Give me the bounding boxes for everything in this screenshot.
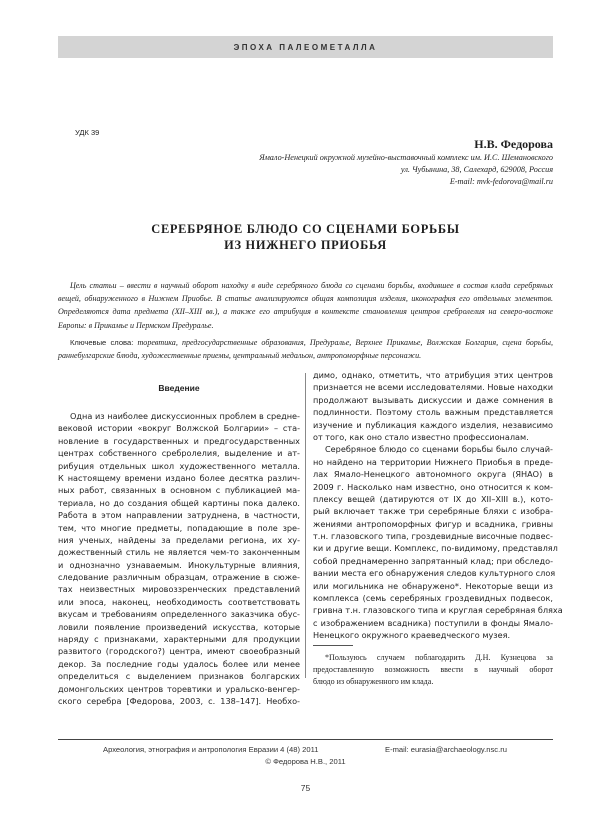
text-line: или могильника не обнаружено*. Некоторые вещи из (313, 580, 553, 591)
keywords (58, 336, 553, 362)
copyright: © Федорова Н.В., 2011 (265, 757, 346, 766)
author-email: E-mail: mvk-fedorova@mail.ru (449, 177, 553, 186)
footnote-line: блюдо из обнаруженного им клада. (313, 677, 434, 686)
left-column (58, 410, 300, 707)
text-line: тах неизвестных мировоззренческих представлений (58, 584, 300, 595)
text-line: Серебряное блюдо со сценами борьбы было случай- (325, 444, 553, 455)
text-line: продолжают вызывать дискуссии и даже сомнения в (313, 394, 553, 405)
footnote-line: *Пользуюсь случаем поблагодарить Д.Н. Кузнецова за (325, 653, 553, 662)
author-address: ул. Чубынина, 38, Салехард, 629008, Россия (400, 165, 553, 174)
keywords-text: торевтика, предгосударственные образования, Предуралье, Верхнее Прикамье, Волжская Болгария, сцена борьбы, раннебулгарские блюда, художественные приемы, центральный медальон, антропоморфные персонажи. (58, 338, 553, 360)
text-line: и однозначно узнаваемым. Инокультурные влияния, (58, 559, 300, 570)
text-line: вании места его обнаружения следов культурного слоя (313, 568, 556, 579)
abstract (58, 279, 553, 332)
text-line: рый включает также три серебряные бляхи с изобра- (313, 506, 553, 517)
text-line: тем, что многие предметы, попадающие в поле зре- (58, 522, 300, 533)
text-line: наряду с признаками, характерными для продукции (58, 634, 300, 645)
text-line: жениями антропоморфных фигур и всадника, гривны (313, 518, 553, 529)
text-line: ского серебра [Федорова, 2003, с. 138–147]. Необхо- (58, 695, 300, 706)
text-line: рибуция отдельных школ художественного металла. (58, 460, 300, 471)
journal-citation: Археология, этнография и антропология Евразии 4 (48) 2011 (103, 745, 319, 754)
text-line: димо, однако, отметить, что атрибуция этих центров (313, 370, 553, 380)
text-line: гривна т.н. глазовского типа и круглая серебряная бляха (313, 605, 563, 616)
text-line: ния ученых, найдены за пределами региона, их ху- (58, 534, 300, 545)
text-line: или эпоса, наконец, необходимость соответствовать (58, 596, 300, 607)
keywords-label: Ключевые слова: (70, 338, 134, 347)
text-line: ных работ, связанных в основном с публикацией ма- (58, 485, 300, 496)
article-title-line: ИЗ НИЖНЕГО ПРИОБЬЯ (224, 238, 387, 252)
section-title: ЭПОХА ПАЛЕОМЕТАЛЛА (233, 42, 378, 52)
text-line: ловили появление произведений искусства, которые (58, 621, 300, 632)
text-line: изучение и публикация каждого изделия, независимо (313, 419, 553, 430)
text-line: новление в государственных и предгосударственных (58, 435, 300, 446)
section-header-band (58, 36, 553, 58)
text-line: 2009 г. Насколько нам известно, оно относится к ком- (313, 481, 553, 492)
right-column (313, 369, 563, 642)
text-line: но найдено на территории Нижнего Приобья в преде- (313, 456, 553, 467)
text-line: развитого (городского?) центра, имеют своеобразный (58, 646, 300, 657)
text-line: от того, как оно стало известно профессионалам. (313, 431, 529, 442)
text-line: Ненецкого окружного краеведческого музея. (313, 630, 511, 641)
author-name: Н.В. Федорова (474, 137, 553, 151)
author-affiliation: Ямало-Ненецкий окружной музейно-выставочный комплекс им. И.С. Шемановского (259, 153, 553, 162)
journal-email: E-mail: eurasia@archaeology.nsc.ru (385, 745, 507, 754)
text-line: плексу вещей (датируются от IX до XII–XIII в.), кото- (313, 493, 553, 504)
article-title (58, 221, 553, 253)
column-divider (305, 373, 306, 678)
footnote (313, 652, 553, 688)
abstract-text: Цель статьи – ввести в научный оборот находку в виде серебряного блюда со сценами борьбы, входившее в состав клада серебряных вещей, обнаруженного в Нижнем Приобье. В статье анализируются общая композиция изделия, иконография его отдельных элементов. Определяются дата предмета (XII–XIII вв.), а также его атрибуция в контексте становления центров сребролелия на северо-востоке Европы: в Прикамье и Пермском Предуралье. (58, 281, 553, 330)
text-line: с изображением всадника) поступили в фонды Ямало- (313, 617, 553, 628)
text-line: собой преднамеренно запрятанный клад; при обследо- (313, 555, 553, 566)
text-line: териала, но до создания общей картины пока далеко. (58, 497, 300, 508)
text-line: ки и другие вещи. Комплекс, по-видимому, представлял (313, 543, 558, 554)
footnote-divider (313, 645, 353, 646)
text-line: вековой истории «вокруг Волжской Болгарии» – ста- (58, 423, 300, 434)
text-line: определиться с выделением признаков болгарских (58, 671, 300, 682)
text-line: признается не всеми исследователями. Новые находки (313, 382, 554, 393)
footer-divider (58, 739, 553, 740)
text-line: комплекса (семь серебряных гроздевидных подвесок, (313, 593, 553, 604)
text-line: подлинности. Поэтому столь важным представляется (313, 407, 553, 418)
text-line: дожественный стиль не является чем-то законченным (58, 547, 300, 558)
article-title-line: СЕРЕБРЯНОЕ БЛЮДО СО СЦЕНАМИ БОРЬБЫ (151, 222, 460, 236)
text-line: вкусам и требованиям определенного заказчика обус- (58, 609, 300, 620)
footnote-line: предоставленную возможность ввести в научный оборот (313, 665, 553, 674)
text-line: Работа в этом направлении затруднена, в частности, (58, 510, 300, 521)
text-line: К настоящему времени издано более десятка различ- (58, 472, 300, 483)
text-line: центрах собственного сребролелия, выделение и ат- (58, 448, 300, 459)
udk-code: УДК 39 (75, 128, 100, 137)
text-line: лах Ямало-Ненецкого автономного округа (ЯНАО) в (313, 469, 553, 480)
page-number: 75 (300, 783, 311, 793)
text-line: домонгольских центров торевтики и уральско-венгер- (58, 683, 300, 694)
text-line: т.н. глазовского типа, гроздевидные височные подвес- (313, 531, 553, 542)
text-line: следование различным образцам, отражение в сюже- (58, 572, 300, 583)
text-line: декор. За последние годы удалось более или менее (58, 658, 300, 669)
intro-heading: Введение (158, 383, 200, 393)
text-line: Одна из наиболее дискуссионных проблем в средне- (70, 411, 300, 421)
